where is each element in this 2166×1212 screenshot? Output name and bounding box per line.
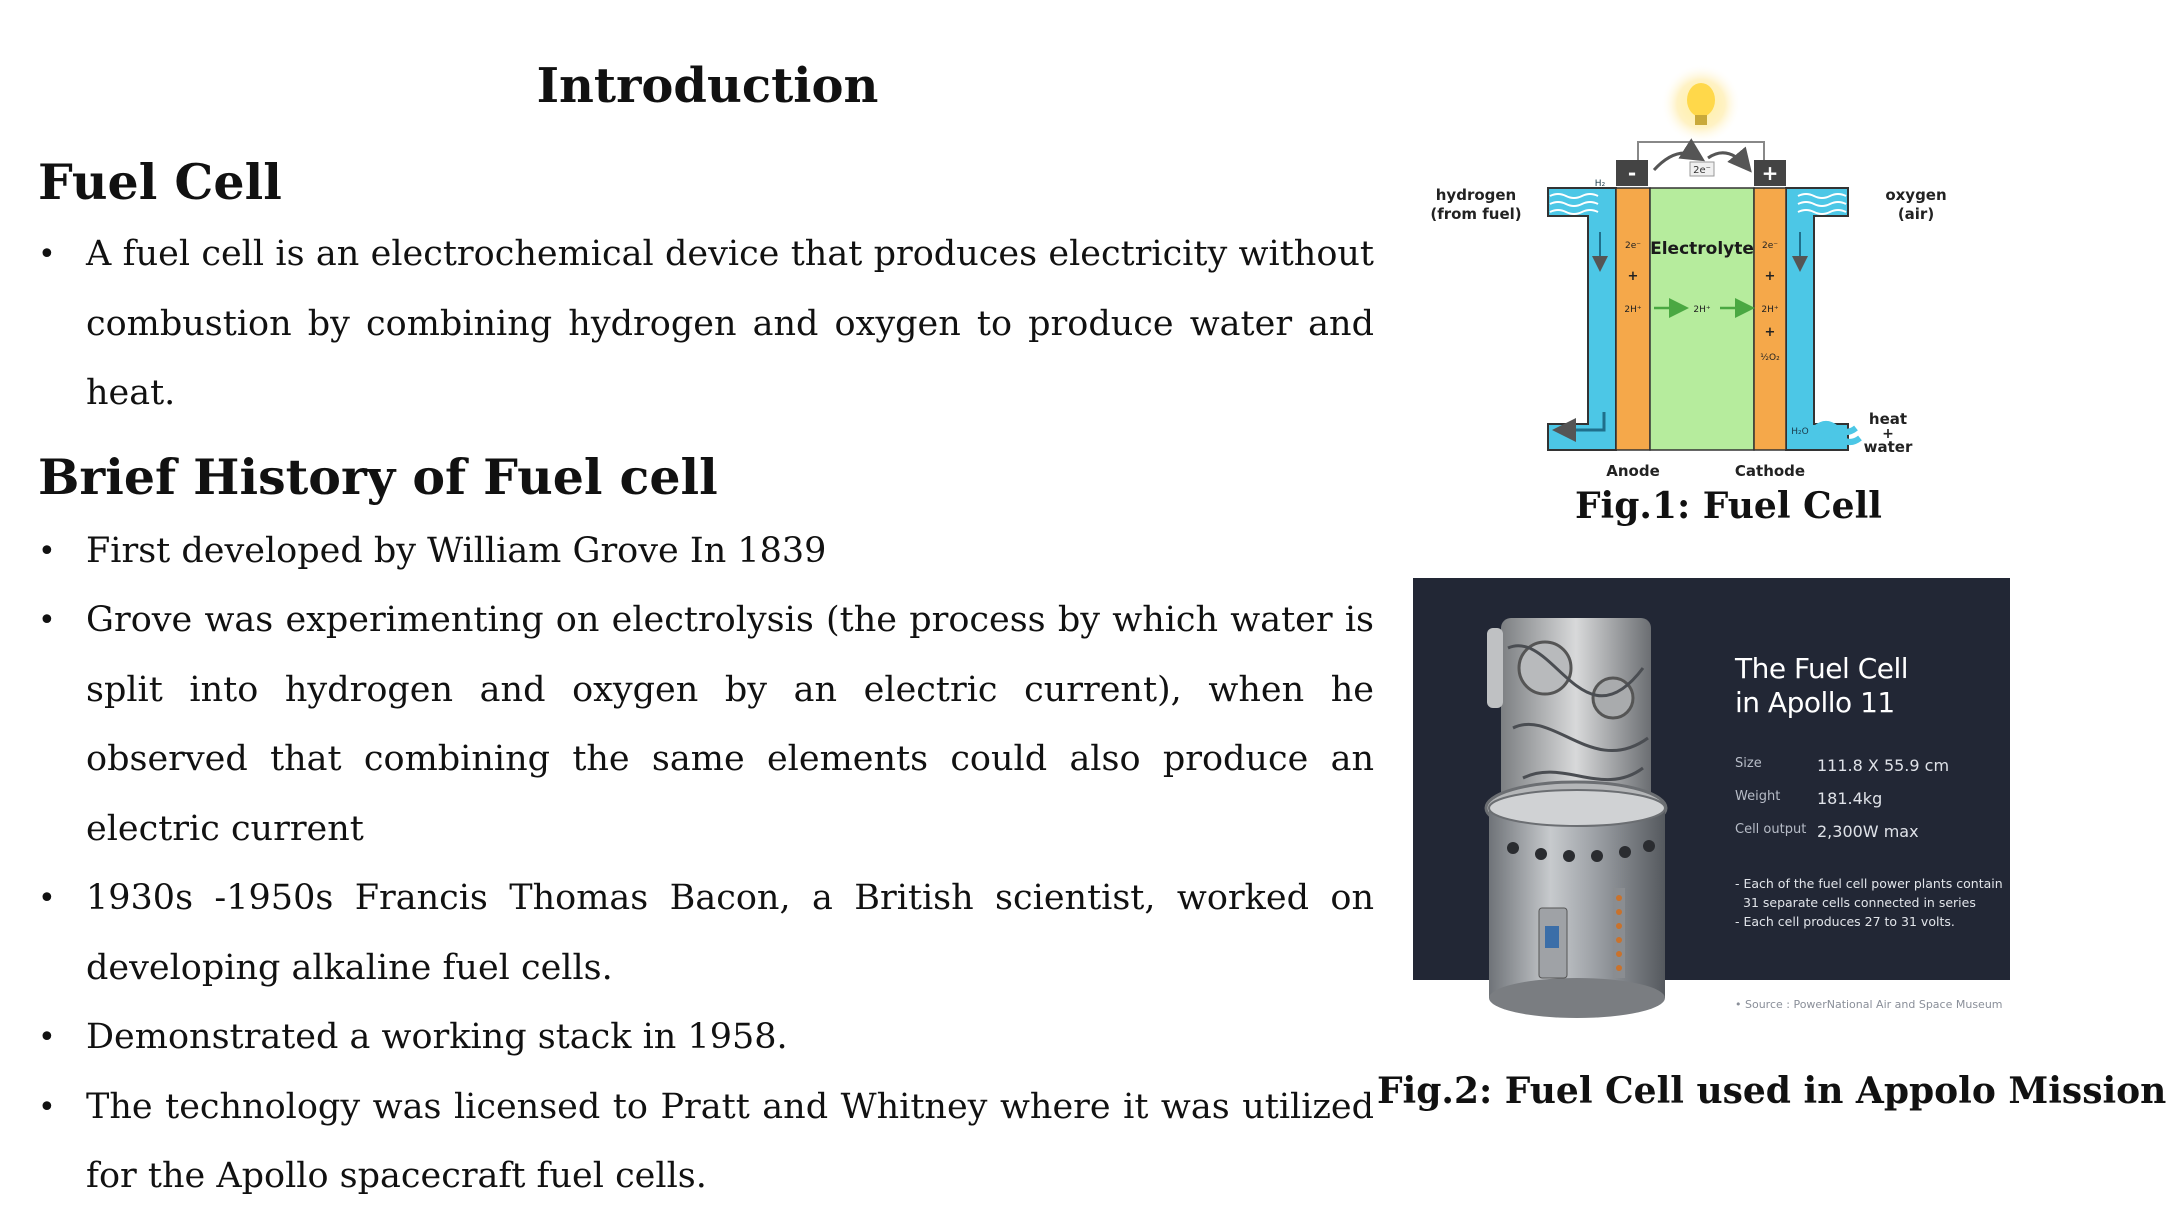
terminal-bolt [1616,895,1622,901]
section-heading-fuel-cell: Fuel Cell [38,153,282,211]
terminal-bolt [1616,951,1622,957]
spec-row [1735,756,1949,789]
circuit-wire [1638,142,1764,160]
spec-row [1735,822,1949,855]
vent-hole [1535,848,1547,860]
electrolyte-proton-label: 2H⁺ [1693,305,1711,315]
oxygen-half-label: ½O₂ [1760,353,1780,363]
apollo-fuel-cell-figure [1413,578,2010,1048]
hydrogen-label: hydrogen [1435,186,1517,204]
bullet-item [38,586,1374,864]
terminal-bolt [1616,965,1622,971]
from-fuel-label: (from fuel) [1430,205,1522,223]
vent-hole [1591,850,1603,862]
electrolyte-layer [1650,188,1754,450]
spec-row [1735,789,1949,822]
bullet-dot: • [38,603,56,638]
h2o-label: H₂O [1791,427,1809,437]
cylinder-top-ring [1489,790,1665,826]
bullet-text: The technology was licensed to Pratt and Whitney where it was utilized for the Apollo spacecraft fuel cells. [86,1086,1374,1196]
anode-label: Anode [1606,462,1660,480]
terminal-bolt [1616,937,1622,943]
vent-hole [1643,840,1655,852]
fuel-cell-diagram-svg [1428,72,1968,482]
electrolyte-label: Electrolyte [1650,239,1754,259]
h2-label: H₂ [1594,179,1606,189]
apollo-panel-title [1735,652,1908,720]
fuel-cell-diagram [1428,72,1968,482]
oxygen-label: oxygen [1885,186,1947,204]
bullet-dot: • [38,1020,56,1055]
air-label: (air) [1897,205,1935,223]
terminal-strip [1613,888,1625,978]
bullet-item [38,1073,1374,1212]
apollo-source-credit: • Source : PowerNational Air and Space Museum [1735,998,2003,1011]
positive-terminal-label: + [1761,161,1779,185]
bullet-text: 1930s -1950s Francis Thomas Bacon, a British scientist, worked on developing alkaline fuel cells. [86,878,1374,988]
bullet-item [38,220,1374,429]
bullet-dot: • [38,237,56,272]
anode-plus-label: + [1627,269,1639,284]
cathode-layer [1754,188,1786,450]
note-line: - Each of the fuel cell power plants contain [1735,876,2003,891]
terminal-bolt [1616,923,1622,929]
bulb-icon [1687,83,1715,117]
cathode-plus-label-1: + [1764,269,1776,284]
bullet-text: Grove was experimenting on electrolysis (the process by which water is split into hydrogen and oxygen by an electric current), when he observed that combining the same elements could also produce an electric current [86,600,1374,849]
vent-hole [1563,850,1575,862]
history-bullet-list [38,517,1374,1212]
bullet-text: A fuel cell is an electrochemical device that produces electricity without combustion by combining hydrogen and oxygen to produce water and heat. [86,234,1374,413]
note-line: - Each cell produces 27 to 31 volts. [1735,914,1955,929]
negative-terminal-label: - [1627,161,1637,185]
heat-water-plus-label: + [1882,426,1894,442]
wire-electron-label: 2e⁻ [1693,165,1711,176]
spec-key: Size [1735,756,1762,771]
apollo-spec-table [1735,756,1949,855]
side-cylinder [1487,628,1503,708]
terminal-bolt [1616,909,1622,915]
figure-2-caption: Fig.2: Fuel Cell used in Appolo Mission [1377,1070,2166,1112]
water-label: water [1863,438,1913,456]
bullet-text: First developed by William Grove In 1839 [86,530,827,571]
anode-electron-label: 2e⁻ [1624,241,1642,251]
bullet-dot: • [38,881,56,916]
spec-key: Weight [1735,789,1781,804]
bullet-dot: • [38,1089,56,1125]
hydrogen-channel [1548,188,1616,450]
vent-hole [1507,842,1519,854]
spec-key: Cell output [1735,822,1807,837]
cathode-label: Cathode [1734,462,1806,480]
nasa-logo [1545,926,1559,948]
bullet-item [38,1003,1374,1073]
cathode-electron-label: 2e⁻ [1761,241,1779,251]
cathode-plus-label-2: + [1764,325,1776,340]
bullet-dot: • [38,533,56,569]
bullet-item [38,864,1374,1003]
bulb-base [1695,115,1707,125]
figure-1-caption: Fig.1: Fuel Cell [1575,485,1882,527]
lower-cylinder [1489,808,1665,998]
spec-value: 181.4kg [1817,789,1883,808]
heat-label: heat [1868,410,1908,428]
apollo-fuel-cell-photo [1463,608,1693,1048]
fuel-cell-bullet-list [38,220,1374,429]
tank-sphere [1519,642,1571,694]
slide-title: Introduction [536,58,879,114]
cathode-proton-label: 2H⁺ [1761,305,1779,315]
cylinder-base [1489,978,1665,1018]
bullet-text: Demonstrated a working stack in 1958. [86,1017,788,1057]
apollo-notes [1735,874,2005,931]
apollo-title-line-1: The Fuel Cell [1735,652,1909,685]
spec-value: 111.8 X 55.9 cm [1817,756,1950,775]
bullet-item [38,517,1374,587]
note-line: 31 separate cells connected in series [1743,895,1976,910]
text-column [38,150,1374,1212]
section-heading-history: Brief History of Fuel cell [38,447,718,506]
spec-value: 2,300W max [1817,822,1919,841]
anode-layer [1616,188,1650,450]
apollo-title-line-2: in Apollo 11 [1735,686,1895,719]
oxygen-channel [1786,188,1848,450]
vent-hole [1619,846,1631,858]
anode-proton-label: 2H⁺ [1624,305,1642,315]
